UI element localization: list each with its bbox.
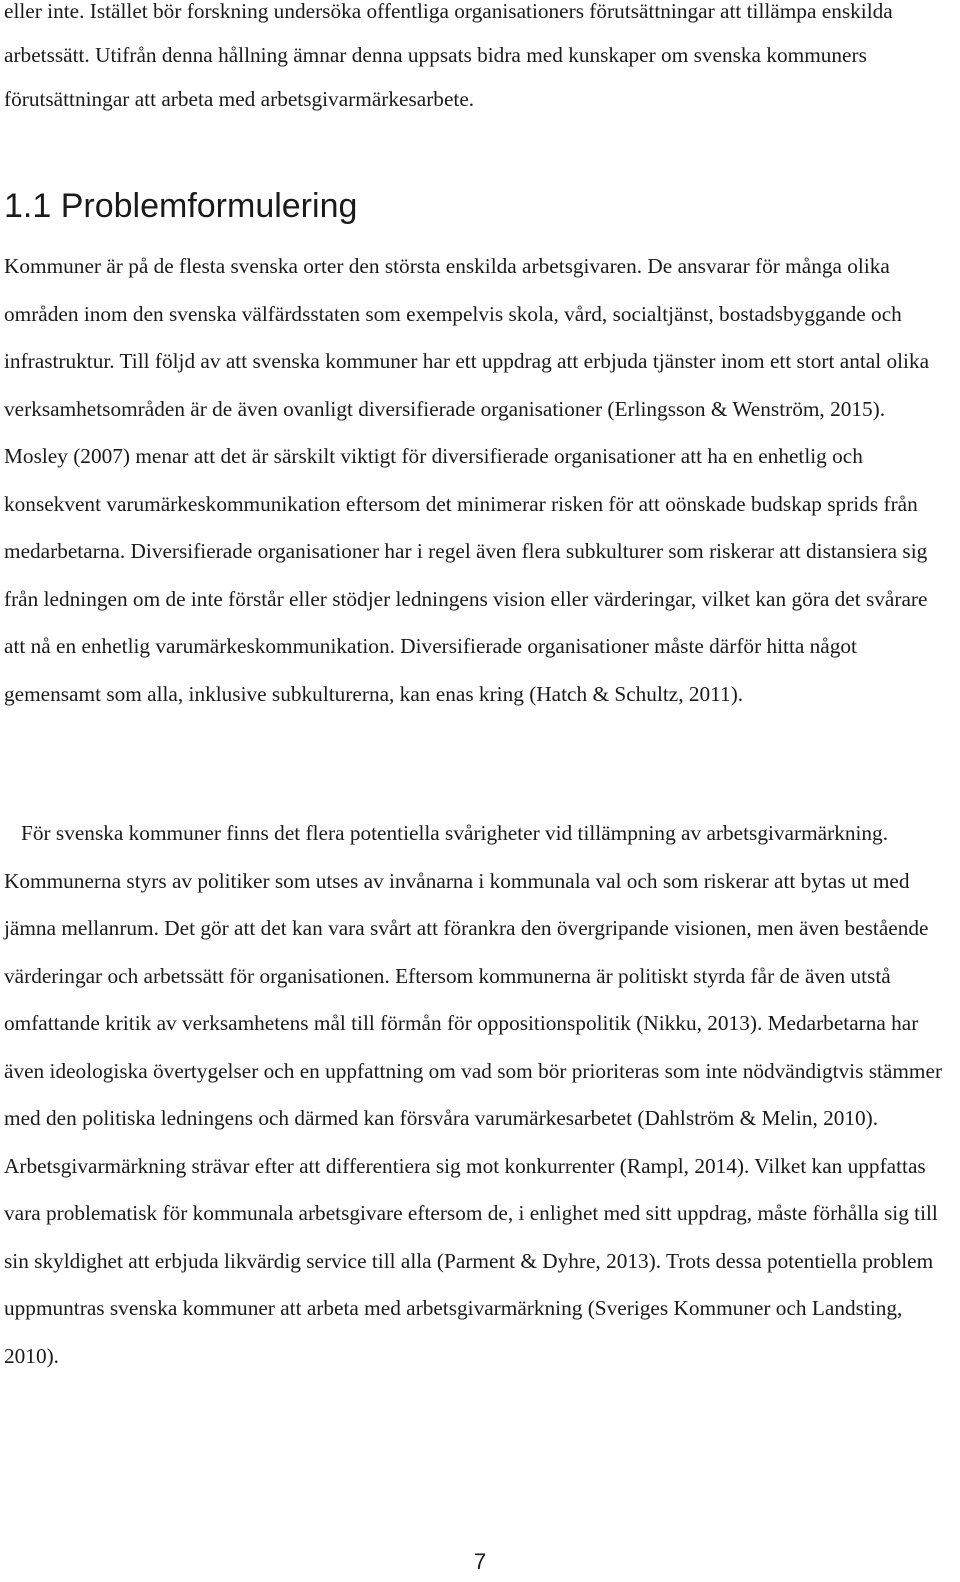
section-heading: 1.1 Problemformulering: [4, 187, 358, 225]
page-number: 7: [473, 1549, 487, 1574]
body-paragraph-1: Kommuner är på de flesta svenska orter den största enskilda arbetsgivaren. De ansvarar för många olika områden inom den svenska välfärdsstaten som exempelvis skola, vård, socialtjänst, bostadsbyggande och infrastruktur. Till följd av att svenska kommuner har ett uppdrag att erbjuda tjänster inom ett stort antal olika verksamhetsområden är de även ovanligt diversifierade organisationer (Erlingsson & Wenström, 2015). Mosley (2007) menar att det är särskilt viktigt för diversifierade organisationer att ha en enhetlig och konsekvent varumärkeskommunikation eftersom det minimerar risken för att oönskade budskap sprids från medarbetarna. Diversifierade organisationer har i regel även flera subkulturer som riskerar att distansiera sig från ledningen om de inte förstår eller stödjer ledningens vision eller värderingar, vilket kan göra det svårare att nå en enhetlig varumärkeskommunikation. Diversifierade organisationer måste därför hitta något gemensamt som alla, inklusive subkulturerna, kan enas kring (Hatch & Schultz, 2011).: [4, 254, 930, 706]
body-paragraph-2: För svenska kommuner finns det flera potentiella svårigheter vid tillämpning av arbetsgivarmärkning. Kommunerna styrs av politiker som utses av invånarna i kommunala val och som riskerar att bytas ut med jämna mellanrum. Det gör att det kan vara svårt att förankra den övergripande visionen, men även bestående värderingar och arbetssätt för organisationen. Eftersom kommunerna är politiskt styrda får de även utstå omfattande kritik av verksamhetens mål till förmån för oppositionspolitik (Nikku, 2013). Medarbetarna har även ideologiska övertygelser och en uppfattning om vad som bör prioriteras som inte nödvändigtvis stämmer med den politiska ledningens och därmed kan försvåra varumärkesarbetet (Dahlström & Melin, 2010). Arbetsgivarmärkning strävar efter att differentiera sig mot konkurrenter (Rampl, 2014). Vilket kan uppfattas vara problematisk för kommunala arbetsgivare eftersom de, i enlighet med sitt uppdrag, måste förhålla sig till sin skyldighet att erbjuda likvärdig service till alla (Parment & Dyhre, 2013). Trots dessa potentiella problem uppmuntras svenska kommuner att arbeta med arbetsgivarmärkning (Sveriges Kommuner och Landsting, 2010).: [4, 821, 943, 1368]
intro-paragraph: eller inte. Istället bör forskning undersöka offentliga organisationers förutsättningar att tillämpa enskilda arbetssätt. Utifrån denna hållning ämnar denna uppsats bidra med kunskaper om svenska kommuners förutsättningar att arbeta med arbetsgivarmärkesarbete.: [4, 0, 893, 111]
